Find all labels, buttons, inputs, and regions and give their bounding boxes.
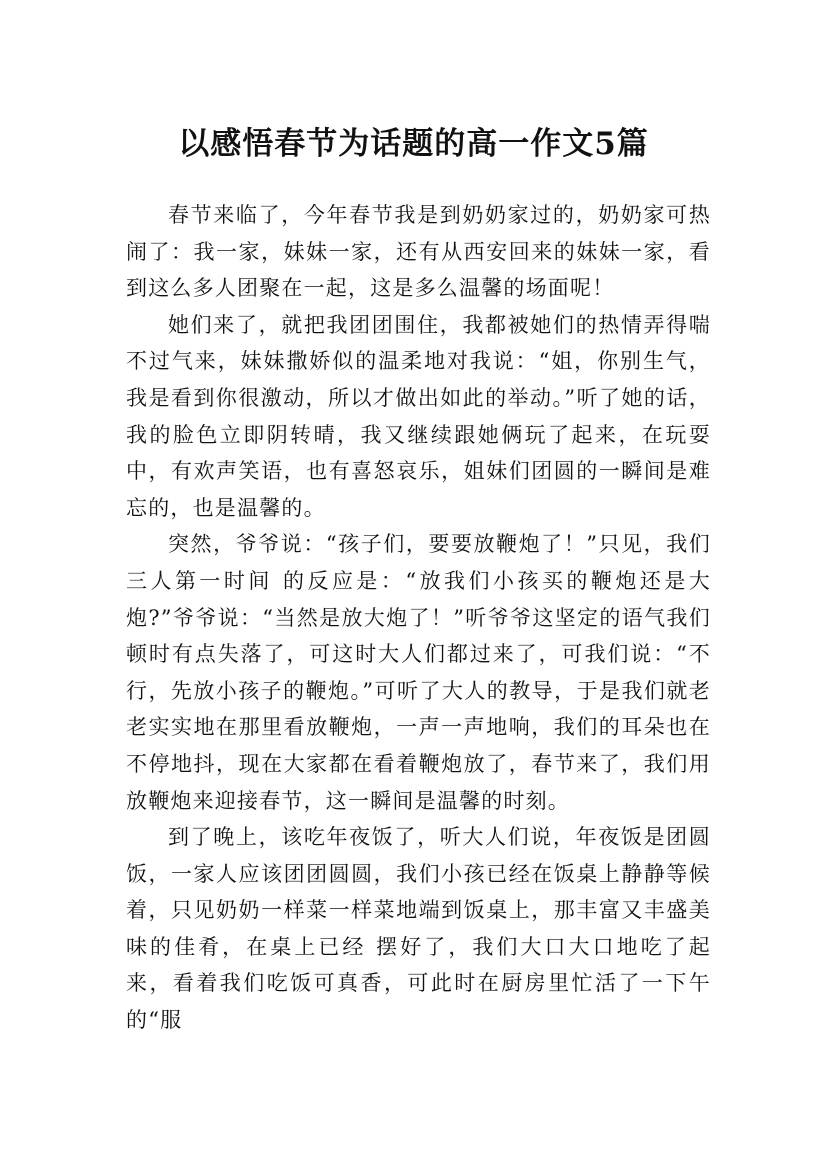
document-body	[126, 197, 711, 1039]
paragraph-3: 突然，爷爷说：“孩子们，要要放鞭炮了！”只见，我们三人第一时间 的反应是：“放我们小孩买的鞭炮还是大炮?”爷爷说：“当然是放大炮了！”听爷爷这坚定的语气我们顿时有点失落了，可这时大人们都过来了，可我们说：“不行，先放小孩子的鞭炮。”可听了大人的教导，于是我们就老老实实地在那里看放鞭炮，一声一声地响，我们的耳朵也在不停地抖，现在大家都在看着鞭炮放了，春节来了，我们用放鞭炮来迎接春节，这一瞬间是温馨的时刻。	[126, 532, 711, 813]
paragraph-2: 她们来了，就把我团团围住，我都被她们的热情弄得喘不过气来，妹妹撒娇似的温柔地对我说：“姐，你别生气，我是看到你很激动，所以才做出如此的举动。”听了她的话，我的脸色立即阴转晴，我又继续跟她俩玩了起来，在玩耍中，有欢声笑语，也有喜怒哀乐，姐妹们团圆的一瞬间是难忘的，也是温馨的。	[126, 312, 711, 520]
paragraph-1: 春节来临了，今年春节我是到奶奶家过的，奶奶家可热闹了：我一家，妹妹一家，还有从西安回来的妹妹一家，看到这么多人团聚在一起，这是多么温馨的场面呢！	[126, 203, 711, 301]
document-title: 以感悟春节为话题的高一作文5篇	[178, 125, 649, 162]
paragraph-4: 到了晚上，该吃年夜饭了，听大人们说，年夜饭是团圆饭，一家人应该团团圆圆，我们小孩已经在饭桌上静静等候着，只见奶奶一样菜一样菜地端到饭桌上，那丰富又丰盛美味的佳肴，在桌上已经 摆好了，我们大口大口地吃了起来，看着我们吃饭可真香，可此时在厨房里忙活了一下午的“服	[126, 825, 711, 1033]
